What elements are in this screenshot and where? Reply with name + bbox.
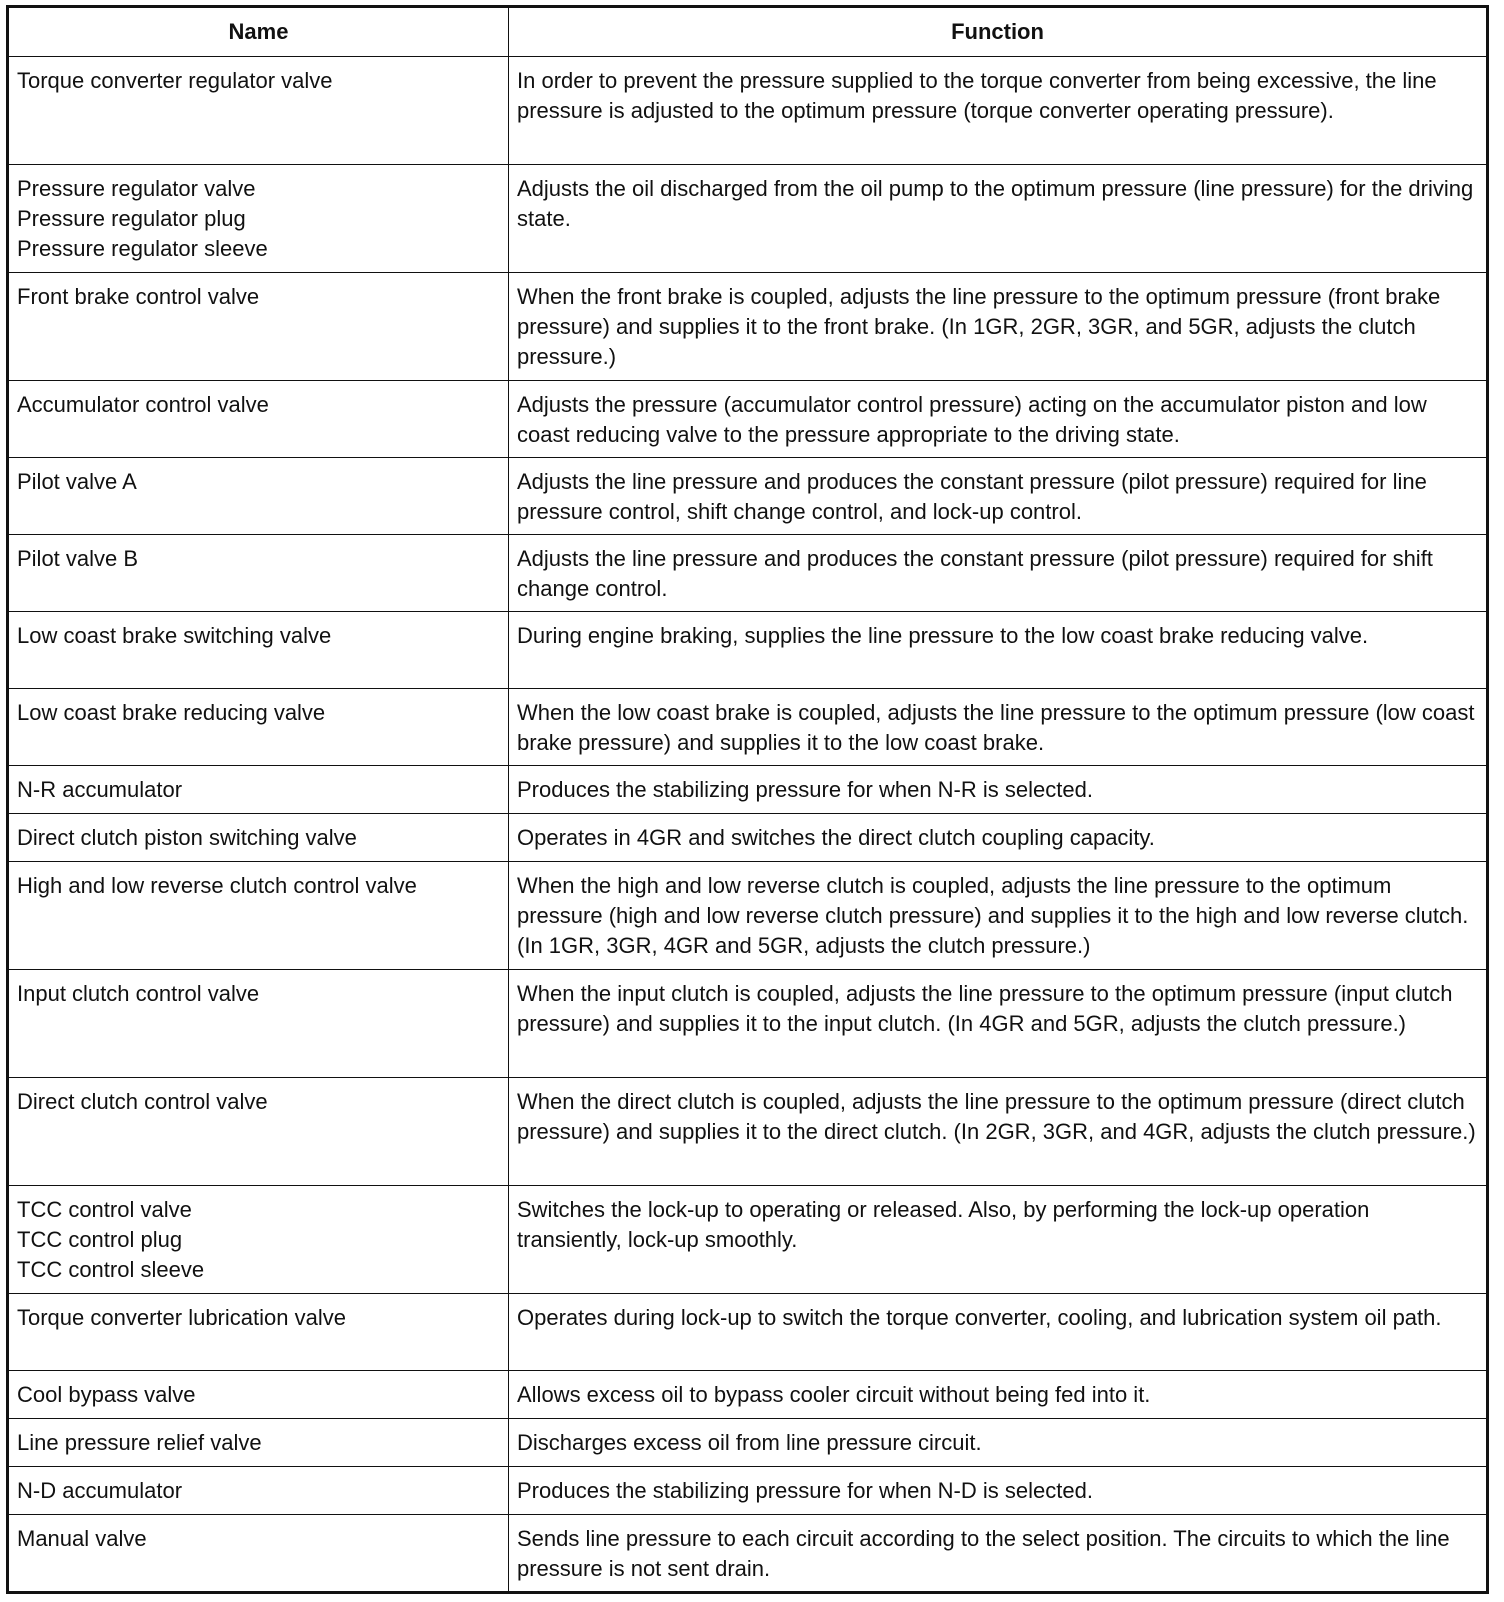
row-name: N-D accumulator <box>8 1467 509 1515</box>
row-function: When the front brake is coupled, adjusts the line pressure to the optimum pressure (front brake pressure) and supplies it to the front brake. (In 1GR, 2GR, 3GR, and 5GR, adjusts the clutch pressure.) <box>509 273 1488 381</box>
row-function: Adjusts the pressure (accumulator control pressure) acting on the accumulator piston and low coast reducing valve to the pressure appropriate to the driving state. <box>509 381 1488 458</box>
row-function: Sends line pressure to each circuit according to the select position. The circuits to which the line pressure is not sent drain. <box>509 1515 1488 1593</box>
row-name: Front brake control valve <box>8 273 509 381</box>
valve-function-table-container <box>6 5 1486 1594</box>
table-row <box>8 1371 1488 1419</box>
header-function: Function <box>509 7 1488 57</box>
row-name: High and low reverse clutch control valve <box>8 862 509 970</box>
valve-function-table <box>6 5 1489 1594</box>
table-row <box>8 1186 1488 1294</box>
row-name: Pressure regulator valve Pressure regulator plug Pressure regulator sleeve <box>8 165 509 273</box>
row-function: Produces the stabilizing pressure for when N-R is selected. <box>509 766 1488 814</box>
table-row <box>8 970 1488 1078</box>
row-name: Torque converter regulator valve <box>8 57 509 165</box>
table-header-row <box>8 7 1488 57</box>
row-function: When the input clutch is coupled, adjusts the line pressure to the optimum pressure (input clutch pressure) and supplies it to the input clutch. (In 4GR and 5GR, adjusts the clutch pressure.) <box>509 970 1488 1078</box>
table-row <box>8 165 1488 273</box>
row-name: Manual valve <box>8 1515 509 1593</box>
row-name: Cool bypass valve <box>8 1371 509 1419</box>
row-name: Direct clutch control valve <box>8 1078 509 1186</box>
table-row <box>8 1515 1488 1593</box>
row-function: Adjusts the line pressure and produces the constant pressure (pilot pressure) required for line pressure control, shift change control, and lock-up control. <box>509 458 1488 535</box>
table-row <box>8 1078 1488 1186</box>
table-row <box>8 689 1488 766</box>
row-function: Produces the stabilizing pressure for when N-D is selected. <box>509 1467 1488 1515</box>
table-row <box>8 1294 1488 1371</box>
row-name: Pilot valve A <box>8 458 509 535</box>
row-function: When the direct clutch is coupled, adjusts the line pressure to the optimum pressure (direct clutch pressure) and supplies it to the direct clutch. (In 2GR, 3GR, and 4GR, adjusts the clutch pressure.) <box>509 1078 1488 1186</box>
row-function: When the low coast brake is coupled, adjusts the line pressure to the optimum pressure (low coast brake pressure) and supplies it to the low coast brake. <box>509 689 1488 766</box>
row-name: Line pressure relief valve <box>8 1419 509 1467</box>
row-function: Allows excess oil to bypass cooler circuit without being fed into it. <box>509 1371 1488 1419</box>
row-function: Switches the lock-up to operating or released. Also, by performing the lock-up operation transiently, lock-up smoothly. <box>509 1186 1488 1294</box>
row-function: In order to prevent the pressure supplied to the torque converter from being excessive, the line pressure is adjusted to the optimum pressure (torque converter operating pressure). <box>509 57 1488 165</box>
table-row <box>8 381 1488 458</box>
row-name: Pilot valve B <box>8 535 509 612</box>
table-row <box>8 612 1488 689</box>
header-name: Name <box>8 7 509 57</box>
table-row <box>8 273 1488 381</box>
row-name: Input clutch control valve <box>8 970 509 1078</box>
row-function: Discharges excess oil from line pressure circuit. <box>509 1419 1488 1467</box>
row-function: When the high and low reverse clutch is coupled, adjusts the line pressure to the optimum pressure (high and low reverse clutch pressure) and supplies it to the high and low reverse clutch. (In 1GR, 3GR, 4GR and 5GR, adjusts the clutch pressure.) <box>509 862 1488 970</box>
row-function: Operates during lock-up to switch the torque converter, cooling, and lubrication system oil path. <box>509 1294 1488 1371</box>
table-row <box>8 535 1488 612</box>
table-row <box>8 1419 1488 1467</box>
table-row <box>8 862 1488 970</box>
table-row <box>8 458 1488 535</box>
row-name: Low coast brake reducing valve <box>8 689 509 766</box>
row-name: N-R accumulator <box>8 766 509 814</box>
row-name: Accumulator control valve <box>8 381 509 458</box>
row-name: TCC control valve TCC control plug TCC control sleeve <box>8 1186 509 1294</box>
row-function: During engine braking, supplies the line pressure to the low coast brake reducing valve. <box>509 612 1488 689</box>
table-row <box>8 814 1488 862</box>
table-row <box>8 766 1488 814</box>
row-name: Direct clutch piston switching valve <box>8 814 509 862</box>
row-function: Operates in 4GR and switches the direct clutch coupling capacity. <box>509 814 1488 862</box>
table-row <box>8 1467 1488 1515</box>
table-row <box>8 57 1488 165</box>
row-function: Adjusts the oil discharged from the oil pump to the optimum pressure (line pressure) for the driving state. <box>509 165 1488 273</box>
row-function: Adjusts the line pressure and produces the constant pressure (pilot pressure) required for shift change control. <box>509 535 1488 612</box>
row-name: Torque converter lubrication valve <box>8 1294 509 1371</box>
row-name: Low coast brake switching valve <box>8 612 509 689</box>
